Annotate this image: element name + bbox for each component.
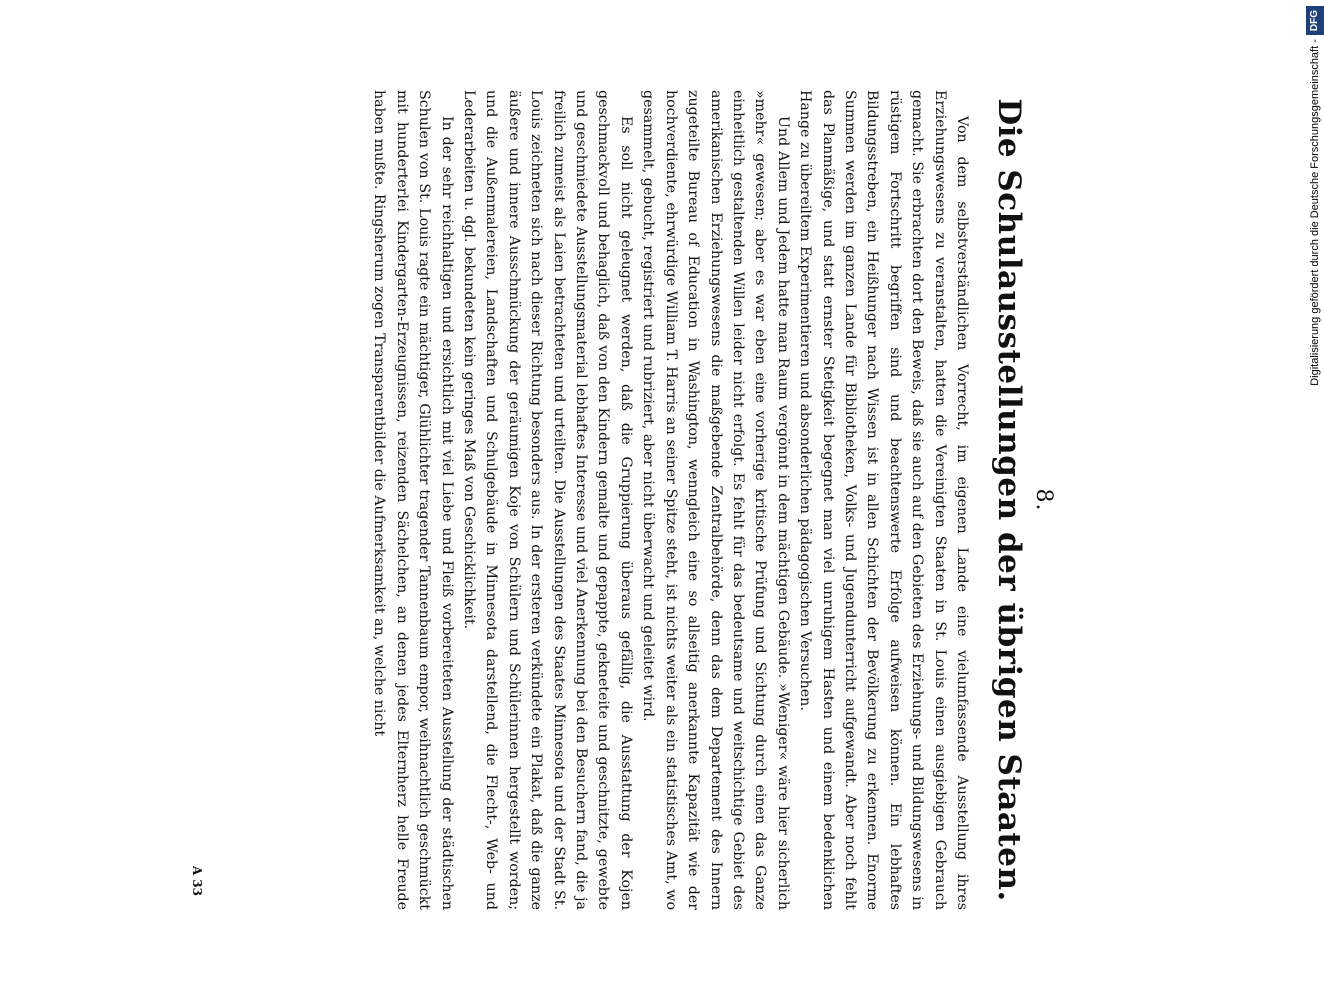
- section-number: 8.: [1031, 488, 1056, 512]
- credit-text: Digitalisierung gefördert durch die Deutsche Forschungsgemeinschaft -: [1309, 39, 1321, 386]
- dfg-logo-icon: DFG: [1306, 6, 1324, 35]
- chapter-title: Die Schulausstellungen der übrigen Staaten.: [991, 98, 1027, 902]
- digitization-credit: [1300, 6, 1324, 406]
- credit-line: [1304, 6, 1324, 406]
- page-signature: A 33: [190, 865, 204, 896]
- rotated-page-content: [190, 90, 1056, 910]
- paragraph-1: Von dem selbstverständlichen Vorrecht, im eigenen Lande eine vielumfassende Ausstellung ihres Erziehungswesens zu veranstalten, hatten die Vereinigten Staaten in St. Louis einen ausgiebigen Gebrauch gemacht. Sie erbrachten dort den Beweis, daß sie auch auf den Gebieten des Erziehungs- und Bildungswesens in rüstigem Fortschritt begriffen sind und beachtenswerte Erfolge aufweisen können. Ein lebhaftes Bildungsstreben, ein Heißhunger nach Wissen ist in allen Schichten der Bevölkerung zu erkennen. Enorme Summen werden im ganzen Lande für Bibliotheken, Volks- und Jugendunterricht aufgewandt. Aber noch fehlt das Planmäßige, und statt ernster Stetigkeit begegnet man viel unruhigem Hasten und einem bedenklichen Hange zu übereiltem Experimentieren und absonderlichen pädagogischen Versuchen.: [797, 90, 970, 910]
- paragraph-4: In der sehr reichhaltigen und ersichtlich mit viel Liebe und Fleiß vorbereiteten Ausstellung der städtischen Schulen von St. Louis ragte ein mächtiger, Glühlichter tragender Tannenbaum empor, weihnachtlich geschmückt mit hunderterlei Kindergarten-Erzeugnissen, reizenden Sächelchen, an denen jedes Elternherz helle Freude haben mußte. Ringsherum zogen Transparentbilder die Aufmerksamkeit an, welche nicht: [371, 90, 455, 910]
- paragraph-3: Es soll nicht geleugnet werden, daß die Gruppierung überaus gefällig, die Ausstattung der Kojen geschmackvoll und behaglich, daß von den Kindern gemalte und gepappte, gekneteite und geschnitzte, gewebte und geschmiedete Ausstellungsmaterial lebhaftes Interesse und viel Anerkennung bei den Besuchern fand, die ja freilich zumeist als Laien betrachteten und urteilten. Die Ausstellungen des Staates Minnesota und der Stadt St. Louis zeichneten sich nach dieser Richtung besonders aus. In der ersteren verkündete ein Plakat, daß die ganze äußere und innere Ausschmückung der geräumigen Koje von Schülern und Schülerinnen hergestellt worden; und die Außenmalereien, Landschaften und Schulgebäude in Minnesota darstellend, die Flecht-, Web- und Lederarbeiten u. dgl. bekundeten kein geringes Maß von Geschicklichkeit.: [461, 90, 634, 910]
- paragraph-2: Und Allem und Jedem hatte man Raum vergönnt in dem mächtigen Gebäude. »Weniger« wäre hier sicherlich »mehr« gewesen; aber es war eben eine vorherige kritische Prüfung und Sichtung durch einen das Ganze einheitlich gestaltenden Willen leider nicht erfolgt. Es fehlt für das bedeutsame und weitschichtige Gebiet des amerikanischen Erziehungswesens die maßgebende Zentralbehörde, denn das dem Departement des Innern zugeteilte Bureau of Education in Washington, wenngleich eine so allseitig anerkannte Kapazität wie der hochverdiente, ehrwürdige William T. Harris an seiner Spitze steht, ist nichts weiter als ein statistisches Amt, wo gesammelt, gebucht, registriert und rubriziert, aber nicht überwacht und geleitet wird.: [640, 90, 791, 910]
